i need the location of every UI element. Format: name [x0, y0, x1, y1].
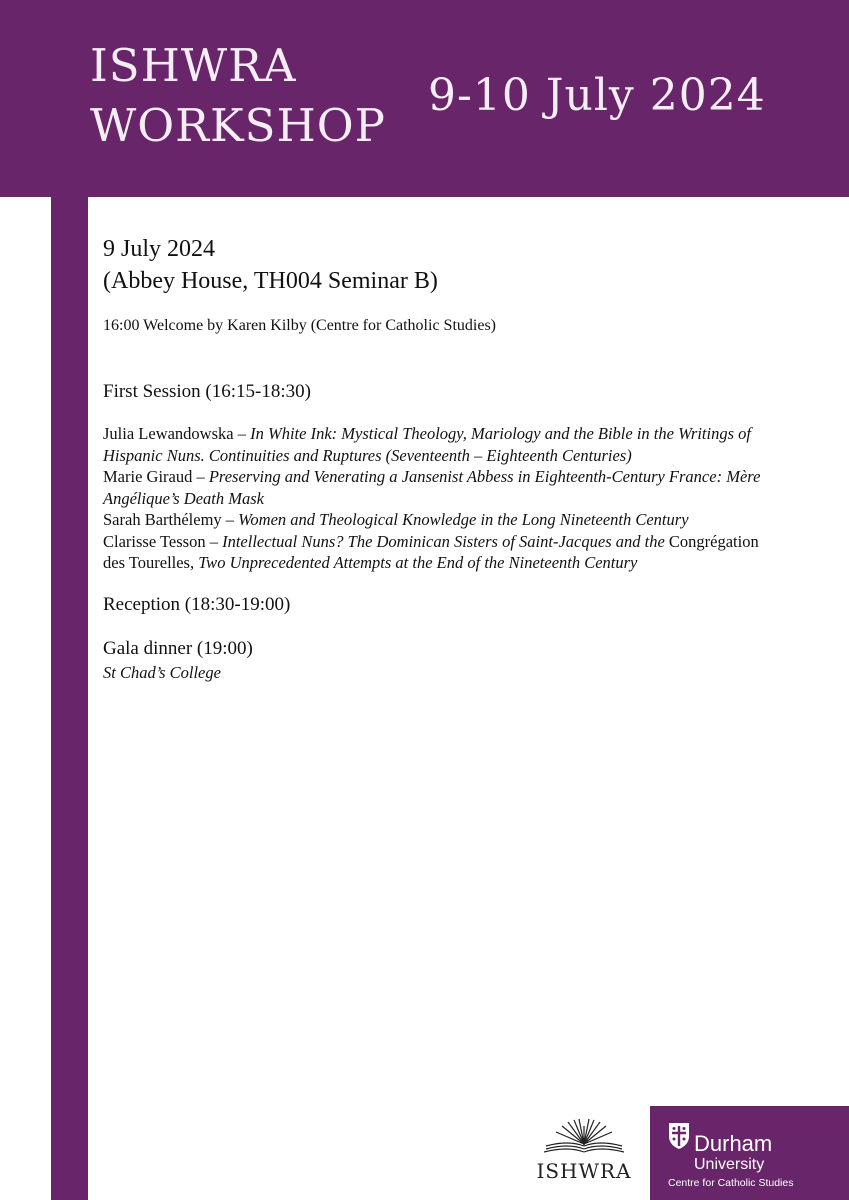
left-decorative-bar — [51, 197, 88, 1200]
programme-content — [103, 233, 783, 683]
talk-list — [103, 423, 783, 574]
ishwra-logo — [534, 1118, 634, 1190]
gala-heading: Gala dinner (19:00) — [103, 637, 253, 659]
talk-item: Clarisse Tesson – Intellectual Nuns? The Dominican Sisters of Saint-Jacques and the Congrégation des Tourelles, Two Unprecedented Attempts at the End of the Nineteenth Century — [103, 531, 759, 572]
talk-item: Sarah Barthélemy – Women and Theological Knowledge in the Long Nineteenth Century — [103, 510, 689, 529]
welcome-item: 16:00 Welcome by Karen Kilby (Centre for Catholic Studies) — [103, 317, 496, 334]
header-banner — [0, 0, 849, 197]
workshop-dates: 9-10 July 2024 — [428, 70, 766, 121]
open-book-icon — [538, 1118, 630, 1158]
talk-title: In White Ink: Mystical Theology, Mariology and the Bible in the Writings of Hispanic Nuns. Continuities and Ruptures (Seventeenth – Eighteenth Centuries) — [103, 424, 751, 465]
workshop-title — [90, 36, 386, 156]
crest-icon — [668, 1122, 690, 1150]
durham-university-label: University — [694, 1156, 765, 1173]
first-session-heading: First Session (16:15-18:30) — [103, 381, 311, 402]
talk-speaker: Julia Lewandowska — [103, 424, 234, 443]
talk-title-roman: Congrégation des Tourelles, — [103, 531, 759, 572]
durham-university-logo — [650, 1106, 849, 1200]
day-date: 9 July 2024 — [103, 236, 216, 262]
talk-title: Preserving and Venerating a Jansenist Abbess in Eighteenth-Century France: Mère Angélique’s Death Mask — [103, 467, 761, 508]
talk-item: Marie Giraud – Preserving and Venerating a Jansenist Abbess in Eighteenth-Century France: Mère Angélique’s Death Mask — [103, 467, 761, 508]
talk-speaker: Marie Giraud — [103, 467, 193, 486]
talk-item: Julia Lewandowska – In White Ink: Mystical Theology, Mariology and the Bible in the Writings of Hispanic Nuns. Continuities and Ruptures (Seventeenth – Eighteenth Centuries) — [103, 424, 751, 465]
talk-title: Women and Theological Knowledge in the Long Nineteenth Century — [238, 510, 689, 529]
day-venue: (Abbey House, TH004 Seminar B) — [103, 268, 438, 294]
talk-title-part1: Intellectual Nuns? The Dominican Sisters of Saint-Jacques and the — [222, 531, 665, 551]
gala-venue: St Chad’s College — [103, 662, 221, 682]
day-heading — [103, 233, 783, 297]
talk-speaker: Sarah Barthélemy — [103, 510, 222, 529]
durham-department: Centre for Catholic Studies — [668, 1177, 794, 1189]
workshop-title-line1: ISHWRA — [90, 39, 297, 92]
ishwra-logo-text: ISHWRA — [536, 1159, 632, 1183]
workshop-title-line2: WORKSHOP — [90, 99, 386, 152]
talk-title-part2: Two Unprecedented Attempts at the End of the Nineteenth Century — [198, 553, 638, 572]
reception-heading: Reception (18:30-19:00) — [103, 593, 291, 615]
talk-speaker: Clarisse Tesson — [103, 531, 206, 551]
durham-name: Durham — [694, 1131, 773, 1156]
